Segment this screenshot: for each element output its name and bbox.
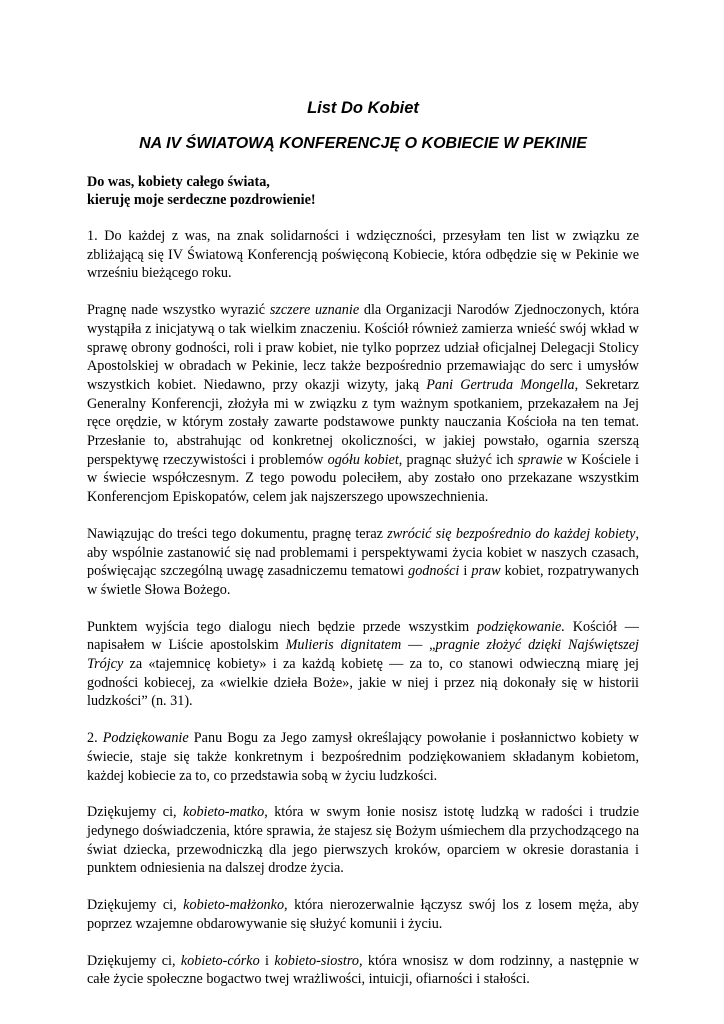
text-run: Nawiązując do treści tego dokumentu, pragnę teraz	[87, 525, 388, 542]
text-run: , która wnosisz w dom rodzinny, a następnie w całe życie społeczne bogactwo twej wrażliwości, intuicji, ofiarności i stałości.	[87, 952, 639, 988]
italic-text-run: pragnie złożyć dzięki Najświętszej Trójcy	[87, 637, 639, 673]
text-run: Dziękujemy ci,	[87, 804, 184, 821]
italic-text-run: godności	[408, 563, 460, 580]
paragraph	[87, 952, 639, 989]
text-run: Dziękujemy ci,	[87, 952, 181, 969]
text-run: , która w swym łonie nosisz istotę ludzką w radości i trudzie jedynego doświadczenia, które sprawia, że stajesz się Bożym uśmiechem dla przychodzącego na świat dziecka, przewodniczką dla jego pierwszych kroków, oparciem w okresie dorastania i punktem odniesienia na dalszej drodze życia.	[87, 804, 640, 877]
italic-text-run: Pani Gertruda Mongella	[426, 376, 575, 393]
text-run: dla Organizacji Narodów Zjednoczonych, która wystąpiła z inicjatywą o tak wielkim znaczeniu. Kościół również zamierza wnieść swój wkład w sprawę obrony godności, roli i praw kobiet, nie tylko poprzez udział oficjalnej Delegacji Stolicy Apostolskiej w obradach w Pekinie, lecz także bezpośrednio przemawiając do serc i umysłów wszystkich kobiet. Niedawno, przy okazji wizyty, jaką	[87, 302, 639, 393]
italic-text-run: ogółu kobiet	[327, 451, 399, 468]
document-subtitle: NA IV ŚWIATOWĄ KONFERENCJĘ O KOBIECIE W PEKINIE	[139, 135, 587, 152]
italic-text-run: kobieto-małżonko	[183, 897, 285, 914]
text-run: 2.	[87, 730, 103, 747]
paragraph	[87, 301, 639, 507]
italic-text-run: Mulieris dignitatem	[285, 637, 402, 654]
text-run: Dziękujemy ci,	[87, 897, 184, 914]
italic-text-run: praw	[471, 563, 501, 580]
italic-text-run: szczere uznanie	[269, 302, 360, 319]
paragraph	[87, 803, 639, 878]
text-run: 1. Do każdej z was, na znak solidarności i wdzięczności, przesyłam ten list w związku ze zbliżającą się IV Światową Konferencją poświęconą Kobiecie, która odbędzie się w Pekinie we wrześniu bieżącego roku.	[87, 228, 639, 282]
italic-text-run: kobieto-córko	[180, 952, 260, 969]
document-title: List Do Kobiet	[307, 99, 419, 117]
text-run: , pragnąc służyć ich	[398, 451, 518, 468]
text-run: Kościół — napisałem w Liście apostolskim	[87, 618, 639, 654]
italic-text-run: sprawie	[517, 451, 563, 468]
italic-text-run: podziękowanie.	[477, 618, 565, 635]
text-run: Punktem wyjścia tego dialogu niech będzie przede wszystkim	[87, 618, 478, 635]
paragraph	[87, 227, 639, 283]
italic-text-run: kobieto-siostro	[274, 952, 359, 969]
paragraph	[87, 618, 639, 712]
greeting-line: kieruję moje serdeczne pozdrowienie!	[87, 192, 316, 208]
text-run: — „	[401, 637, 436, 654]
text-run: Pragnę nade wszystko wyrazić	[87, 302, 270, 319]
paragraph	[87, 729, 639, 785]
text-run: , aby wspólnie zastanowić się nad problemami i perspektywami życia kobiet w naszych czasach, poświęcając szczególną uwagę zasadniczemu tematowi	[87, 525, 639, 580]
paragraph	[87, 525, 639, 600]
greeting-line: Do was, kobiety całego świata,	[87, 174, 270, 190]
text-run: Panu Bogu za Jego zamysł określający powołanie i posłannictwo kobiety w świecie, staje się także konkretnym i bezpośrednim podziękowaniem składanym kobietom, każdej kobiecie za to, co przedstawia sobą w życiu ludzkości.	[87, 730, 639, 784]
text-run: i	[459, 563, 472, 580]
text-run: , Sekretarz Generalny Konferencji, złożyła mi w związku z tym ważnym spotkaniem, przekazałem na Jej ręce orędzie, w którym zostały zawarte podstawowe punkty nauczania Kościoła na ten temat. Przesłanie to, abstrahując od konkretnej okoliczności, w jakiej powstało, ogarnia szerszą perspektywę rzeczywistości i problemów	[87, 376, 639, 468]
document-page	[87, 98, 639, 1007]
italic-text-run: kobieto-matko	[183, 804, 265, 821]
greeting	[87, 173, 639, 209]
italic-text-run: zwrócić się bezpośrednio do każdej kobiety	[387, 525, 636, 542]
italic-text-run: Podziękowanie	[102, 730, 189, 747]
text-run: w Kościele i w świecie współczesnym. Z tego powodu poleciłem, aby zostało ono przekazane wszystkim Konferencjom Episkopatów, celem jak najszerszego upowszechnienia.	[87, 451, 639, 506]
text-run: kobiet, rozpatrywanych w świetle Słowa Bożego.	[87, 563, 639, 598]
text-run: i	[259, 952, 275, 969]
paragraph	[87, 896, 639, 933]
text-run: , która nierozerwalnie łączysz swój los z losem męża, aby poprzez wzajemne obdarowywanie się służyć komunii i życiu.	[87, 897, 639, 932]
body-text	[87, 227, 639, 989]
text-run: za «tajemnicę kobiety» i za każdą kobietę — za to, co stanowi odwieczną miarę jej godności kobiecej, za «wielkie dzieła Boże», jakie w niej i przez nią dokonały się w historii ludzkości” (n. 31).	[87, 656, 639, 710]
